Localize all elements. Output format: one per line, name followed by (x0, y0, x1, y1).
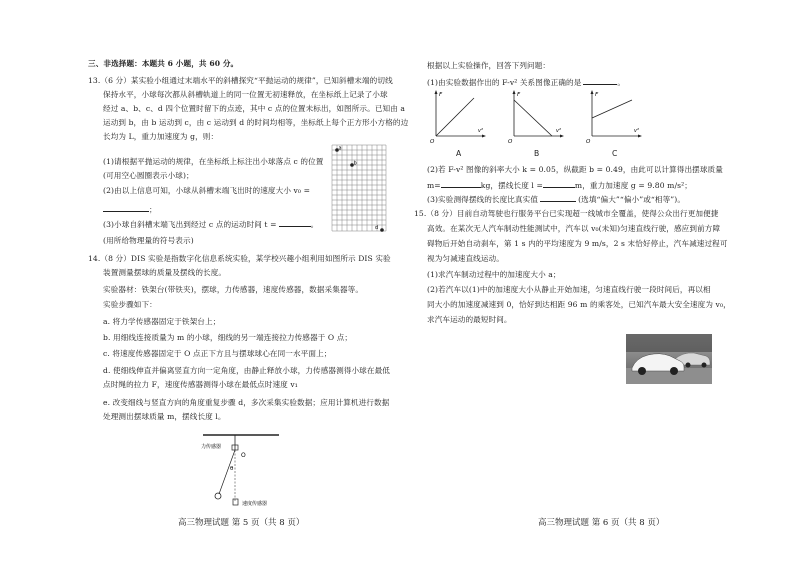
q14-sub1: (1)由实验数据作出的 F-v² 关系图像正确的是 。 (427, 78, 626, 87)
pendulum-bob (215, 493, 221, 499)
axis-f-label: F (517, 92, 521, 98)
q14-line: c. 将速度传感器固定于 O 点正下方且与摆球球心在同一水平面上； (103, 349, 332, 358)
pendulum-apparatus-figure (195, 426, 305, 510)
theta-label: θ (230, 466, 234, 472)
speed-sensor-box (233, 499, 238, 505)
exam-page-6 (400, 0, 800, 566)
q13-sub1-line2: (可用空心圆圈表示小球)； (103, 171, 194, 180)
graph-line (436, 98, 474, 136)
grid-lines (332, 145, 386, 231)
q13-line: 经过 a、b、c、d 四个位置时留下的点迹，其中 c 点的位置未标出，如图所示。已知由 a (103, 104, 406, 113)
graph-line (592, 100, 632, 118)
answer-blank-v0[interactable] (103, 203, 149, 212)
answer-blank-mass[interactable] (441, 179, 481, 188)
q14-sub2-line2: m= kg，摆线长度 l = m，重力加速度 g = 9.80 m/s²； (427, 181, 692, 190)
point-d-label: d (375, 225, 379, 231)
point-b-label: b (353, 160, 357, 167)
q14-line: b. 用细线连接质量为 m 的小球，细线的另一端连接拉力传感器于 O 点； (103, 333, 353, 342)
q13-line: 长均为 L，重力加速度为 g，则： (103, 132, 219, 141)
answer-blank-error[interactable] (540, 193, 576, 202)
graph-line (514, 100, 552, 136)
speed-sensor-label: 速度传感器 (242, 501, 268, 507)
q13-line: 运动到 b，由 b 运动到 c，由 c 运动到 d 的时间均相等，坐标纸上每个正方形小方格的边 (103, 118, 409, 127)
graph-option-b-label: B (534, 149, 540, 158)
q13-line: 13.（6 分）某实验小组通过末端水平的斜槽探究“平抛运动的规律”，已知斜槽末端的切线 (88, 76, 393, 85)
q14-line: 处理测出摆球质量 m，摆线长度 l。 (103, 412, 226, 421)
q15-line: (1)求汽车制动过程中的加速度大小 a； (427, 270, 561, 279)
q13-sub2-line1: (2)由以上信息可知，小球从斜槽末端飞出时的速度大小 v₀ = (103, 186, 311, 195)
q15-line: 碍物后开始自动刹车，第 1 s 内的平均速度为 9 m/s，2 s 末恰好停止，汽车减速过程可 (427, 239, 728, 248)
q14-line: 点时绳的拉力 F，速度传感器测得小球在最低点时速度 v₁ (103, 380, 298, 389)
q13-sub1-line1: (1)请根据平抛运动的规律，在坐标纸上标注出小球落点 c 的位置 (103, 157, 324, 166)
q15-line: 同大小的加速度减速到 0，恰好到达相距 96 m 的乘客处，已知汽车最大安全速度为 v₀， (427, 300, 731, 309)
axis-v2-label: v² (478, 128, 483, 134)
q14-line: e. 改变细线与竖直方向的角度重复步骤 d，多次采集实验数据；应用计算机进行数据 (103, 398, 390, 407)
q13-note: (用所给物理量的符号表示) (103, 236, 194, 245)
answer-blank-time[interactable] (279, 218, 311, 227)
q14-line: 装置测量摆球的质量及摆线的长度。 (103, 268, 227, 277)
q14-continued-intro: 根据以上实验操作，回答下列问题： (427, 61, 551, 70)
q14-line: 实验步骤如下： (103, 300, 157, 309)
origin-label: O (430, 139, 435, 145)
q14-line: d. 使细线伸直并偏离竖直方向一定角度，由静止释放小球，力传感器测得小球在最低 (103, 366, 390, 375)
q13-sub2-line2: ； (103, 203, 157, 215)
graph-option-c[interactable] (586, 88, 646, 146)
section-title: 三、非选择题：本题共 6 小题，共 60 分。 (88, 59, 239, 68)
q15-line: 15.（8 分）目前自动驾驶也行服务平台已实现超一线城市全覆盖，使得公众出行更加便捷 (414, 209, 719, 218)
q15-line: 视为匀减速直线运动。 (427, 254, 504, 263)
force-sensor-label: 力传感器 (201, 444, 222, 450)
autonomous-car-photo (626, 334, 712, 384)
point-a-label: a (338, 145, 342, 152)
graph-option-b[interactable] (508, 88, 568, 146)
q13-sub3: (3)小球自斜槽末端飞出到经过 c 点的运动时间 t = 。 (103, 220, 319, 229)
axis-f-label: F (595, 92, 599, 98)
o-point-label: O (241, 452, 246, 459)
trajectory-grid-figure[interactable] (330, 142, 388, 234)
q14-line: 14.（8 分）DIS 实验是指数字化信息系统实验，某学校兴趣小组利用如图所示 DIS 实验 (88, 254, 391, 263)
answer-blank-length[interactable] (543, 179, 575, 188)
trees (626, 334, 712, 352)
q15-line: 求汽车运动的最短时间。 (427, 315, 512, 324)
q14-sub2-line1: (2)若 F-v² 图像的斜率大小 k = 0.05，纵截距 b = 0.49，由此可以计算得出摆球质量 (427, 165, 723, 174)
q14-line: 实验器材：铁架台(带铁夹)，摆球，力传感器，速度传感器，数据采集器等。 (103, 285, 364, 294)
pendulum-string (219, 450, 235, 494)
q15-line: 高效。在某次无人汽车制动性能测试中，汽车以 v₀(未知)匀速直线行驶，感应到前方障 (427, 224, 721, 233)
axis-f-label: F (439, 92, 443, 98)
q13-line: 保持水平，小球每次都从斜槽轨道上的同一位置无初速释放，在坐标纸上记录了小球 (103, 90, 388, 99)
point-d-marker (380, 228, 384, 232)
page-footer-right: 高三物理试题 第 6 页（共 8 页） (538, 518, 665, 528)
graph-option-a[interactable] (430, 88, 490, 146)
graph-option-a-label: A (456, 149, 462, 158)
origin-label: O (586, 139, 591, 145)
axis-v2-label: v² (556, 128, 561, 134)
axis-v2-label: v² (634, 128, 639, 134)
page-footer-left: 高三物理试题 第 5 页（共 8 页） (178, 518, 305, 528)
graph-option-c-label: C (612, 149, 618, 158)
q14-sub3: (3)实验测得摆线的长度比真实值 (选填“偏大”“偏小”或“相等”)。 (427, 195, 686, 204)
q14-line: a. 将力学传感器固定于铁架台上； (103, 317, 221, 326)
answer-blank-graph[interactable] (583, 76, 617, 85)
origin-label: O (508, 139, 513, 145)
q15-line: (2)若汽车以(1)中的加速度大小从静止开始加速，匀速直线行驶一段时间后，再以相 (427, 285, 711, 294)
